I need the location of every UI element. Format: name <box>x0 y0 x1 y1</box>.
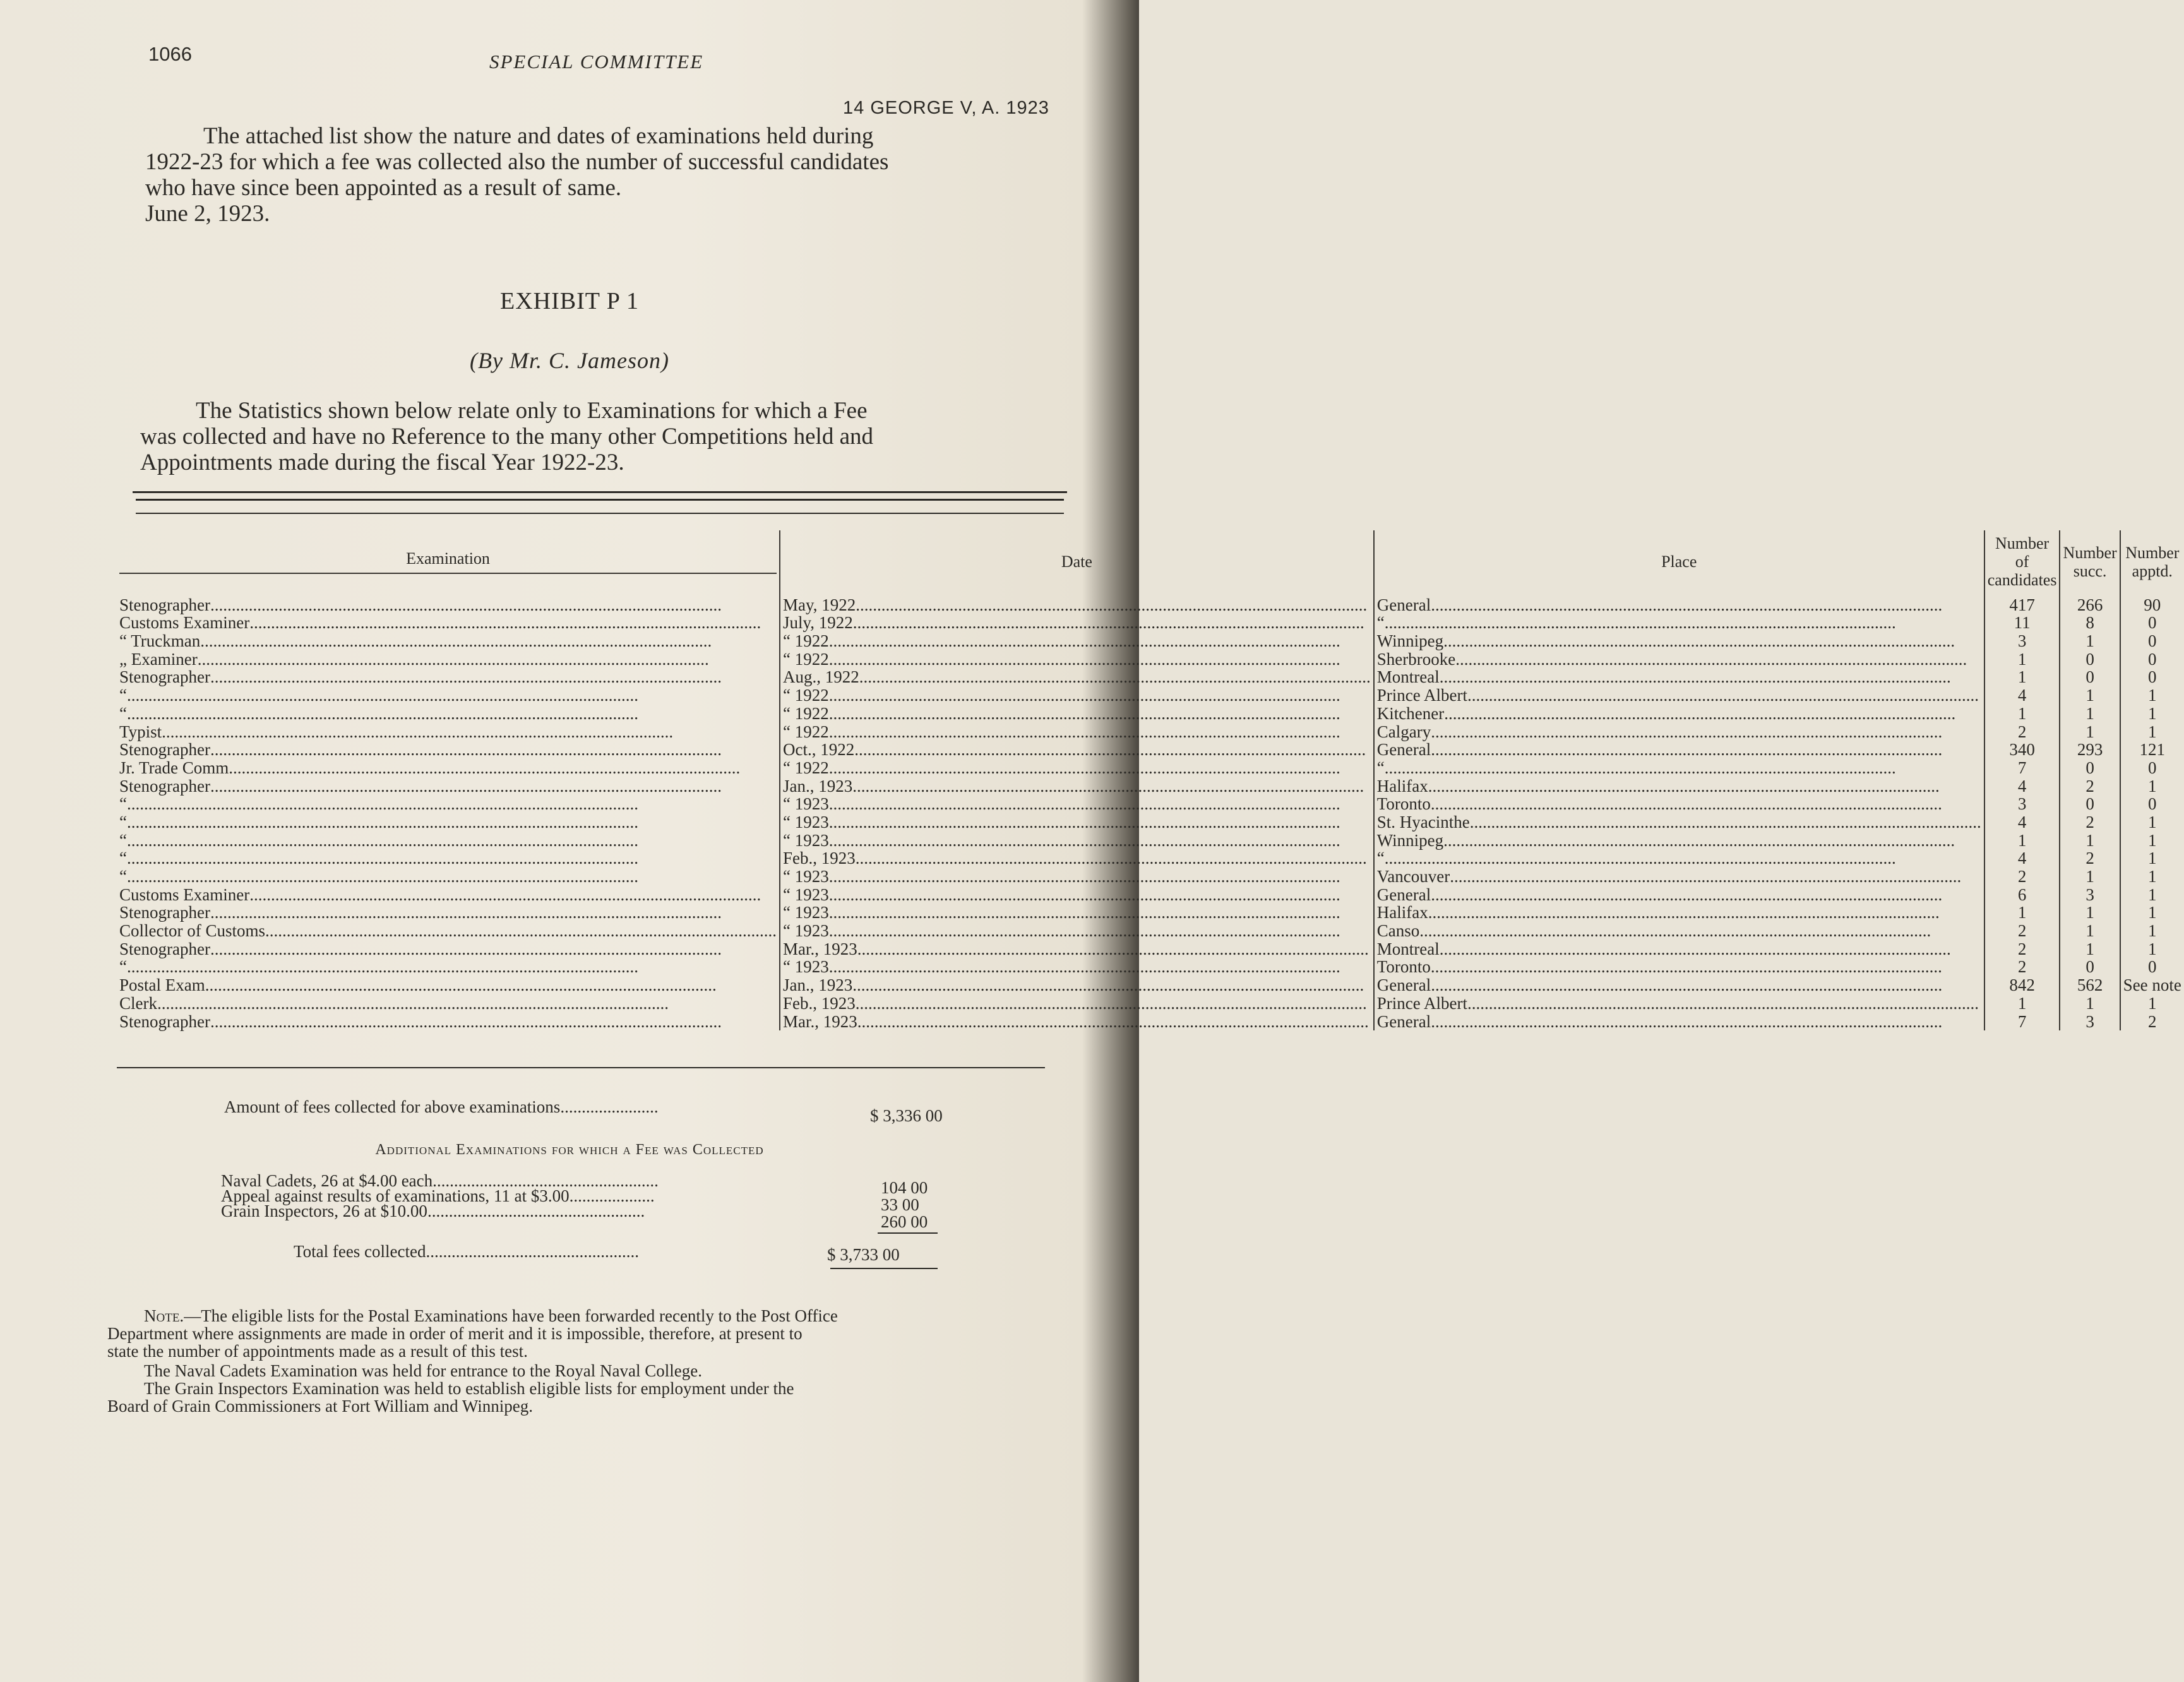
cell-date: “ 1923........................................................................................................................ <box>780 831 1374 849</box>
note-line: Note.—The eligible lists for the Postal Examinations have been forwarded recently to the Post Office <box>144 1306 838 1325</box>
cell-successful: 0 <box>2060 795 2120 813</box>
cell-place: General........................................................................................................................ <box>1374 885 1984 904</box>
cell-examination: “........................................................................................................................ <box>119 957 638 977</box>
cell-appointed: 1 <box>2120 994 2184 1012</box>
cell-date: “ 1923........................................................................................................................ <box>780 885 1374 904</box>
table-row <box>117 813 2184 831</box>
cell-candidates: 11 <box>1984 614 2060 632</box>
col-header-place: Place <box>1374 530 1984 595</box>
table-row <box>117 939 2184 958</box>
cell-appointed: 1 <box>2120 867 2184 885</box>
table-top-rule-3 <box>136 513 1064 514</box>
cell-appointed: 90 <box>2120 595 2184 614</box>
cell-place: Halifax........................................................................................................................ <box>1374 904 1984 922</box>
cell-place: Halifax........................................................................................................................ <box>1374 777 1984 795</box>
running-head: SPECIAL COMMITTEE <box>489 51 704 73</box>
cell-successful: 0 <box>2060 758 2120 777</box>
cell-place: Toronto........................................................................................................................ <box>1374 958 1984 976</box>
additional-item <box>221 1202 645 1221</box>
additional-item-label: Naval Cadets, 26 at $4.00 each <box>221 1171 433 1190</box>
col-header-date: Date <box>780 530 1374 595</box>
cell-examination: “........................................................................................................................ <box>119 703 638 723</box>
additional-item-amount: 33 00 <box>881 1195 919 1214</box>
examinations-table <box>117 530 2184 1030</box>
total-label: Total fees collected <box>294 1242 426 1261</box>
table-top-rule <box>133 491 1067 493</box>
total-underline <box>830 1268 938 1269</box>
cell-examination: Collector of Customs........................................................................................................................ <box>119 921 777 941</box>
cell-successful: 0 <box>2060 650 2120 668</box>
cell-candidates: 1 <box>1984 650 2060 668</box>
cell-date: Jan., 1923........................................................................................................................ <box>780 777 1374 795</box>
cell-appointed: 1 <box>2120 939 2184 958</box>
cell-examination: Stenographer........................................................................................................................ <box>119 903 722 922</box>
cell-date: “ 1923........................................................................................................................ <box>780 958 1374 976</box>
cell-appointed: 1 <box>2120 849 2184 868</box>
table-row <box>117 668 2184 686</box>
table-row <box>117 885 2184 904</box>
cell-successful: 1 <box>2060 921 2120 939</box>
intro-paragraph <box>145 123 1080 227</box>
col-header-candidates: Number of candidates <box>1984 530 2060 595</box>
statement-paragraph <box>140 398 1075 475</box>
additional-item-amount: 104 00 <box>881 1178 928 1197</box>
table-row <box>117 704 2184 722</box>
intro-line: The attached list show the nature and dates of examinations held during <box>203 123 874 149</box>
cell-successful: 2 <box>2060 777 2120 795</box>
cell-date: Mar., 1923........................................................................................................................ <box>780 1012 1374 1030</box>
cell-date: Mar., 1923........................................................................................................................ <box>780 939 1374 958</box>
cell-candidates: 417 <box>1984 595 2060 614</box>
cell-successful: 1 <box>2060 722 2120 741</box>
cell-successful: 1 <box>2060 939 2120 958</box>
cell-examination: “........................................................................................................................ <box>119 686 638 705</box>
additional-item-amount: 260 00 <box>881 1212 928 1231</box>
fees-label: Amount of fees collected for above examinations <box>224 1097 561 1116</box>
cell-date: “ 1922........................................................................................................................ <box>780 704 1374 722</box>
table-row <box>117 777 2184 795</box>
cell-date: “ 1923........................................................................................................................ <box>780 795 1374 813</box>
cell-candidates: 340 <box>1984 741 2060 759</box>
note-prefix: Note. <box>144 1306 184 1325</box>
cell-place: General........................................................................................................................ <box>1374 975 1984 994</box>
cell-place: St. Hyacinthe........................................................................................................................ <box>1374 813 1984 831</box>
cell-date: “ 1923........................................................................................................................ <box>780 921 1374 939</box>
cell-candidates: 6 <box>1984 885 2060 904</box>
table-row <box>117 758 2184 777</box>
table-row <box>117 686 2184 704</box>
note-line: The Grain Inspectors Examination was held to establish eligible lists for employment under the <box>144 1379 794 1398</box>
cell-examination: “........................................................................................................................ <box>119 830 638 850</box>
cell-examination: Stenographer........................................................................................................................ <box>119 740 722 760</box>
cell-appointed: 2 <box>2120 1012 2184 1030</box>
cell-examination: „ Examiner........................................................................................................................ <box>119 649 709 669</box>
cell-candidates: 2 <box>1984 722 2060 741</box>
session-heading: 14 GEORGE V, A. 1923 <box>843 98 1049 118</box>
cell-date: “ 1923........................................................................................................................ <box>780 904 1374 922</box>
cell-successful: 8 <box>2060 614 2120 632</box>
cell-candidates: 1 <box>1984 668 2060 686</box>
cell-candidates: 7 <box>1984 758 2060 777</box>
cell-candidates: 2 <box>1984 939 2060 958</box>
cell-examination: “ Truckman........................................................................................................................ <box>119 631 712 651</box>
subtotal-rule <box>878 1232 938 1234</box>
cell-successful: 2 <box>2060 813 2120 831</box>
cell-date: “ 1922........................................................................................................................ <box>780 758 1374 777</box>
cell-successful: 293 <box>2060 741 2120 759</box>
cell-examination: “........................................................................................................................ <box>119 794 638 814</box>
cell-candidates: 842 <box>1984 975 2060 994</box>
cell-examination: Clerk........................................................................................................................ <box>119 993 669 1013</box>
cell-examination: Stenographer........................................................................................................................ <box>119 939 722 958</box>
table-row <box>117 795 2184 813</box>
cell-date: Feb., 1923........................................................................................................................ <box>780 994 1374 1012</box>
cell-place: Sherbrooke........................................................................................................................ <box>1374 650 1984 668</box>
cell-successful: 0 <box>2060 668 2120 686</box>
statement-line: The Statistics shown below relate only to Examinations for which a Fee <box>196 398 868 424</box>
table-top-rule-2 <box>136 499 1064 501</box>
leader-dots: ................................................... <box>427 1202 645 1220</box>
additional-item-label: Grain Inspectors, 26 at $10.00 <box>221 1202 427 1220</box>
table-row <box>117 994 2184 1012</box>
cell-place: Canso........................................................................................................................ <box>1374 921 1984 939</box>
cell-candidates: 4 <box>1984 777 2060 795</box>
cell-appointed: 0 <box>2120 758 2184 777</box>
table-row <box>117 722 2184 741</box>
cell-successful: 3 <box>2060 1012 2120 1030</box>
cell-candidates: 2 <box>1984 921 2060 939</box>
cell-appointed: 0 <box>2120 631 2184 650</box>
cell-place: Prince Albert........................................................................................................................ <box>1374 686 1984 704</box>
cell-successful: 1 <box>2060 704 2120 722</box>
cell-examination: Stenographer........................................................................................................................ <box>119 667 722 687</box>
cell-appointed: 1 <box>2120 885 2184 904</box>
cell-examination: Stenographer........................................................................................................................ <box>119 595 722 614</box>
leader-dots: ..................................................... <box>433 1171 659 1190</box>
col-header-successful: Number succ. <box>2060 530 2120 595</box>
cell-candidates: 1 <box>1984 904 2060 922</box>
cell-successful: 266 <box>2060 595 2120 614</box>
additional-exams-heading: Additional Examinations for which a Fee was Collected <box>375 1142 764 1158</box>
statement-line: Appointments made during the fiscal Year 1922-23. <box>140 450 624 475</box>
cell-successful: 1 <box>2060 686 2120 704</box>
cell-successful: 2 <box>2060 849 2120 868</box>
cell-examination: Jr. Trade Comm........................................................................................................................ <box>119 758 741 777</box>
intro-line: 1922-23 for which a fee was collected also the number of successful candidates <box>145 149 889 175</box>
cell-place: Kitchener........................................................................................................................ <box>1374 704 1984 722</box>
cell-appointed: 1 <box>2120 813 2184 831</box>
cell-place: General........................................................................................................................ <box>1374 1012 1984 1030</box>
cell-examination: “........................................................................................................................ <box>119 849 638 868</box>
cell-candidates: 1 <box>1984 831 2060 849</box>
cell-date: May, 1922........................................................................................................................ <box>780 595 1374 614</box>
cell-successful: 1 <box>2060 867 2120 885</box>
table-row <box>117 958 2184 976</box>
cell-appointed: 0 <box>2120 650 2184 668</box>
table-row <box>117 921 2184 939</box>
cell-place: Montreal........................................................................................................................ <box>1374 939 1984 958</box>
cell-date: “ 1923........................................................................................................................ <box>780 813 1374 831</box>
cell-place: Winnipeg........................................................................................................................ <box>1374 831 1984 849</box>
cell-appointed: 0 <box>2120 958 2184 976</box>
cell-successful: 1 <box>2060 631 2120 650</box>
cell-candidates: 3 <box>1984 795 2060 813</box>
table-row <box>117 1012 2184 1030</box>
cell-candidates: 4 <box>1984 813 2060 831</box>
cell-candidates: 1 <box>1984 994 2060 1012</box>
table-header-row <box>117 530 2184 595</box>
cell-appointed: 1 <box>2120 777 2184 795</box>
cell-candidates: 4 <box>1984 686 2060 704</box>
cell-examination: Stenographer........................................................................................................................ <box>119 776 722 796</box>
table-row <box>117 975 2184 994</box>
cell-place: “........................................................................................................................ <box>1374 614 1984 632</box>
cell-candidates: 3 <box>1984 631 2060 650</box>
table-row <box>117 595 2184 614</box>
leader-dots: .................................................. <box>426 1242 640 1261</box>
cell-appointed: 121 <box>2120 741 2184 759</box>
fees-amount: $ 3,336 00 <box>870 1106 943 1125</box>
cell-appointed: 1 <box>2120 722 2184 741</box>
cell-successful: 1 <box>2060 994 2120 1012</box>
leader-dots: .................... <box>569 1186 655 1205</box>
table-bottom-rule <box>117 1067 1045 1068</box>
col-header-examination: Examination <box>117 530 780 595</box>
note-line: Board of Grain Commissioners at Fort William and Winnipeg. <box>107 1397 533 1416</box>
page-number: 1066 <box>148 43 192 65</box>
cell-place: “........................................................................................................................ <box>1374 758 1984 777</box>
leader-dots: ....................... <box>560 1097 659 1116</box>
cell-date: “ 1922........................................................................................................................ <box>780 631 1374 650</box>
table-body <box>117 595 2184 1030</box>
cell-place: General........................................................................................................................ <box>1374 595 1984 614</box>
cell-date: Aug., 1922........................................................................................................................ <box>780 668 1374 686</box>
cell-place: Calgary........................................................................................................................ <box>1374 722 1984 741</box>
cell-appointed: 1 <box>2120 831 2184 849</box>
cell-examination: “........................................................................................................................ <box>119 867 638 886</box>
col-header-appointed: Number apptd. <box>2120 530 2184 595</box>
cell-successful: 1 <box>2060 904 2120 922</box>
table-row <box>117 650 2184 668</box>
cell-examination: Stenographer........................................................................................................................ <box>119 1011 722 1031</box>
cell-appointed: 0 <box>2120 668 2184 686</box>
cell-candidates: 7 <box>1984 1012 2060 1030</box>
cell-successful: 3 <box>2060 885 2120 904</box>
cell-appointed: 1 <box>2120 704 2184 722</box>
table-row <box>117 631 2184 650</box>
cell-date: July, 1922........................................................................................................................ <box>780 614 1374 632</box>
cell-place: Winnipeg........................................................................................................................ <box>1374 631 1984 650</box>
grain-note <box>107 1380 1054 1415</box>
cell-candidates: 2 <box>1984 867 2060 885</box>
cell-appointed: 1 <box>2120 904 2184 922</box>
cell-place: Toronto........................................................................................................................ <box>1374 795 1984 813</box>
table-row <box>117 849 2184 868</box>
cell-candidates: 1 <box>1984 704 2060 722</box>
additional-item-label: Appeal against results of examinations, 11 at $3.00 <box>221 1186 570 1205</box>
cell-successful: 1 <box>2060 831 2120 849</box>
cell-date: “ 1922........................................................................................................................ <box>780 650 1374 668</box>
cell-examination: Typist........................................................................................................................ <box>119 722 674 741</box>
cell-place: Vancouver........................................................................................................................ <box>1374 867 1984 885</box>
table-row <box>117 741 2184 759</box>
cell-place: “........................................................................................................................ <box>1374 849 1984 868</box>
cell-date: Jan., 1923........................................................................................................................ <box>780 975 1374 994</box>
exhibit-title: EXHIBIT P 1 <box>500 288 639 314</box>
exhibit-author: (By Mr. C. Jameson) <box>470 348 669 373</box>
cell-appointed: 1 <box>2120 921 2184 939</box>
note-line: Department where assignments are made in order of merit and it is impossible, therefore, at present to <box>107 1324 803 1343</box>
note-line: state the number of appointments made as a result of this test. <box>107 1342 528 1361</box>
cell-appointed: 0 <box>2120 614 2184 632</box>
cell-appointed: 1 <box>2120 686 2184 704</box>
cell-examination: Postal Exam........................................................................................................................ <box>119 975 717 995</box>
cell-place: General........................................................................................................................ <box>1374 741 1984 759</box>
table-row <box>117 904 2184 922</box>
cell-appointed: See note <box>2120 975 2184 994</box>
cell-appointed: 0 <box>2120 795 2184 813</box>
cell-candidates: 4 <box>1984 849 2060 868</box>
table-row <box>117 831 2184 849</box>
cell-candidates: 2 <box>1984 958 2060 976</box>
naval-note: The Naval Cadets Examination was held for entrance to the Royal Naval College. <box>144 1361 702 1380</box>
cell-examination: Customs Examiner........................................................................................................................ <box>119 613 761 633</box>
cell-examination: Customs Examiner........................................................................................................................ <box>119 885 761 904</box>
table-row <box>117 614 2184 632</box>
table-row <box>117 867 2184 885</box>
cell-place: Montreal........................................................................................................................ <box>1374 668 1984 686</box>
cell-successful: 562 <box>2060 975 2120 994</box>
fees-collected-line <box>224 1097 659 1117</box>
cell-date: Feb., 1923........................................................................................................................ <box>780 849 1374 868</box>
cell-date: “ 1922........................................................................................................................ <box>780 686 1374 704</box>
postal-note <box>107 1307 1054 1360</box>
cell-successful: 0 <box>2060 958 2120 976</box>
total-fees-line <box>294 1242 639 1262</box>
cell-date: “ 1922........................................................................................................................ <box>780 722 1374 741</box>
cell-examination: “........................................................................................................................ <box>119 812 638 832</box>
statement-line: was collected and have no Reference to the many other Competitions held and <box>140 424 874 450</box>
total-amount: $ 3,733 00 <box>827 1245 900 1264</box>
cell-place: Prince Albert........................................................................................................................ <box>1374 994 1984 1012</box>
intro-line: who have since been appointed as a result of same. <box>145 175 622 201</box>
cell-date: Oct., 1922........................................................................................................................ <box>780 741 1374 759</box>
cell-date: “ 1923........................................................................................................................ <box>780 867 1374 885</box>
intro-date: June 2, 1923. <box>145 201 270 227</box>
